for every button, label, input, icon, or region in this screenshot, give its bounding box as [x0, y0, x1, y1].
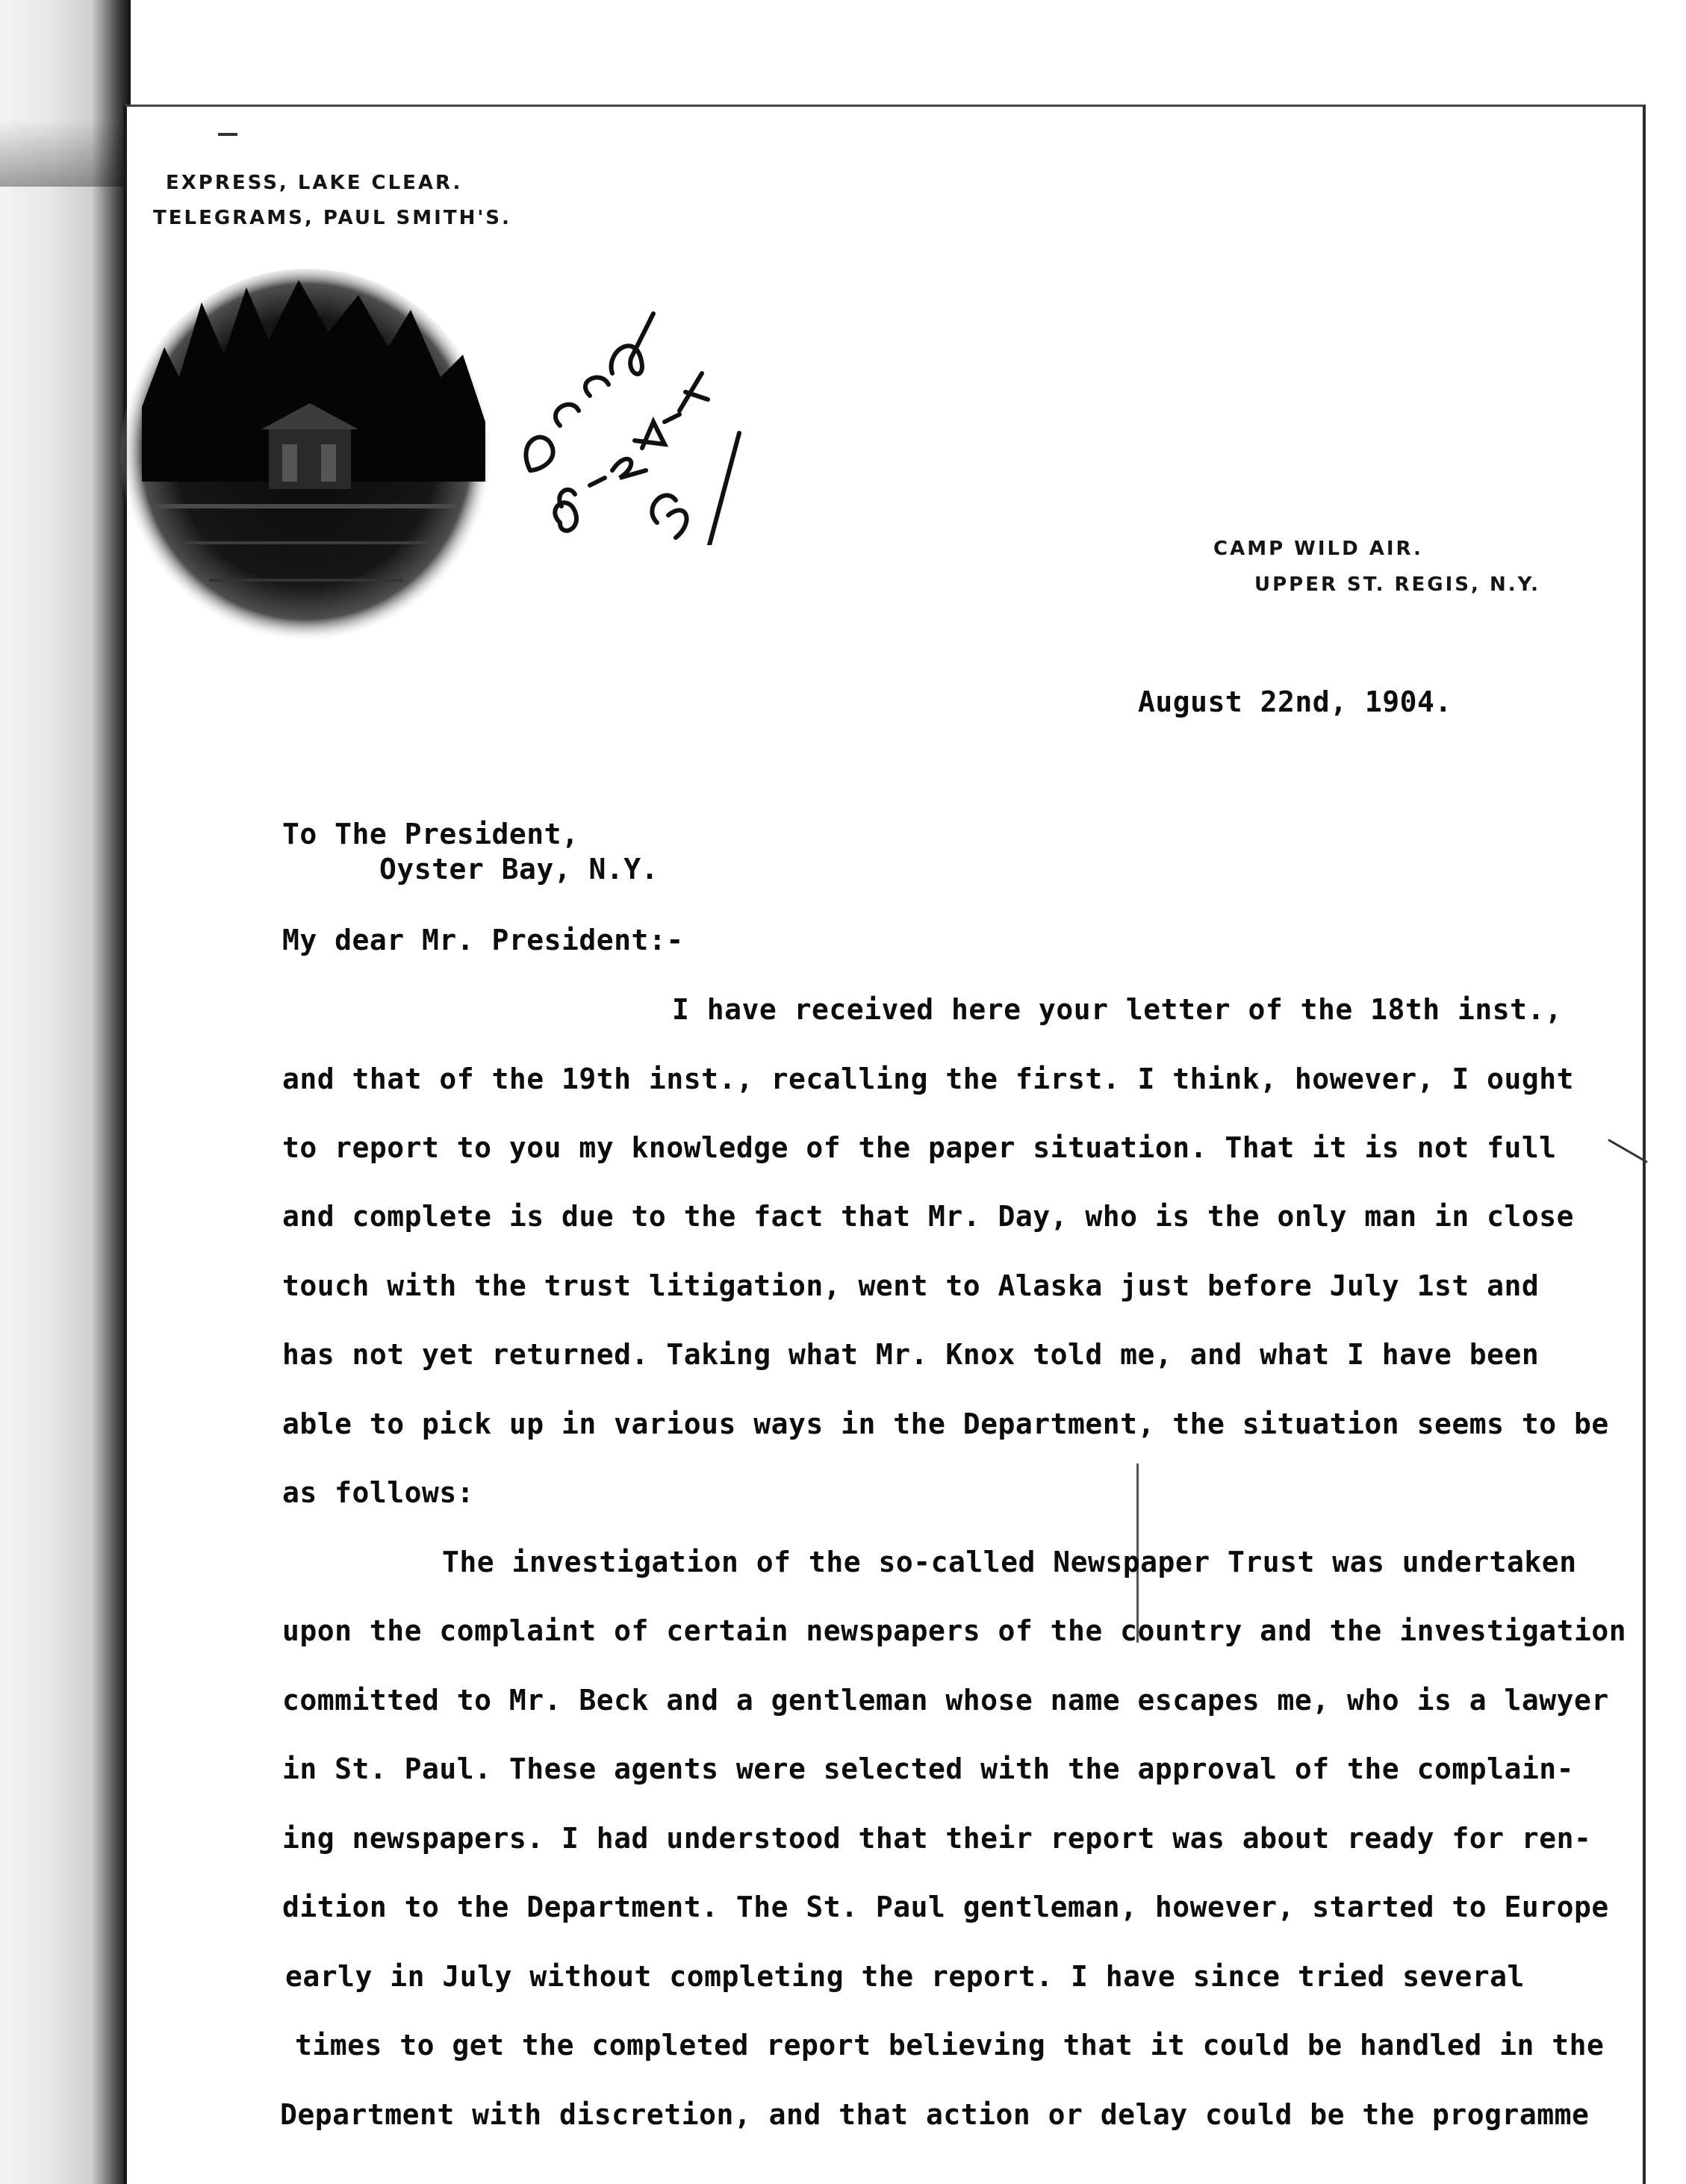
body-line: touch with the trust litigation, went to Alaska just before July 1st and: [282, 1269, 1540, 1302]
photo-border-shadow: [0, 119, 131, 187]
body-line: to report to you my knowledge of the paper situation. That it is not full: [282, 1131, 1557, 1164]
body-line: in St. Paul. These agents were selected with the approval of the complain-: [282, 1752, 1574, 1785]
body-line: The investigation of the so-called Newspaper Trust was undertaken: [442, 1546, 1577, 1578]
ink-mark: [218, 133, 237, 136]
letterhead-location: UPPER ST. REGIS, N.Y.: [1254, 573, 1540, 596]
body-line: able to pick up in various ways in the Department, the situation seems to be: [282, 1407, 1609, 1440]
salutation: My dear Mr. President:-: [282, 924, 684, 956]
body-line: upon the complaint of certain newspapers of the country and the investigation: [282, 1614, 1627, 1647]
handwritten-annotation: [515, 299, 747, 545]
body-line: ing newspapers. I had understood that their report was about ready for ren-: [282, 1822, 1592, 1855]
letterhead-camp: CAMP WILD AIR.: [1213, 538, 1423, 560]
body-line: and complete is due to the fact that Mr. Day, who is the only man in close: [282, 1200, 1574, 1233]
address-line-2: Oyster Bay, N.Y.: [379, 853, 659, 886]
body-line: as follows:: [282, 1476, 475, 1509]
body-line: I have received here your letter of the 18th inst.,: [672, 993, 1563, 1026]
photo-border: [0, 0, 131, 2184]
camp-vignette-photo: [112, 258, 500, 653]
body-line: and that of the 19th inst., recalling the first. I think, however, I ought: [282, 1063, 1574, 1095]
body-line: Department with discretion, and that action or delay could be the programme: [280, 2098, 1590, 2131]
body-line: dition to the Department. The St. Paul gentleman, however, started to Europe: [282, 1891, 1609, 1923]
body-line: has not yet returned. Taking what Mr. Knox told me, and what I have been: [282, 1338, 1540, 1371]
body-line: times to get the completed report believing that it could be handled in the: [295, 2029, 1605, 2062]
body-line: committed to Mr. Beck and a gentleman whose name escapes me, who is a lawyer: [282, 1684, 1609, 1717]
letter-date: August 22nd, 1904.: [1138, 685, 1452, 718]
body-line: early in July without completing the report. I have since tried several: [285, 1960, 1525, 1993]
address-line-1: To The President,: [282, 818, 579, 850]
letterhead-telegrams: TELEGRAMS, PAUL SMITH'S.: [153, 207, 511, 229]
letterhead-express: EXPRESS, LAKE CLEAR.: [166, 172, 463, 194]
